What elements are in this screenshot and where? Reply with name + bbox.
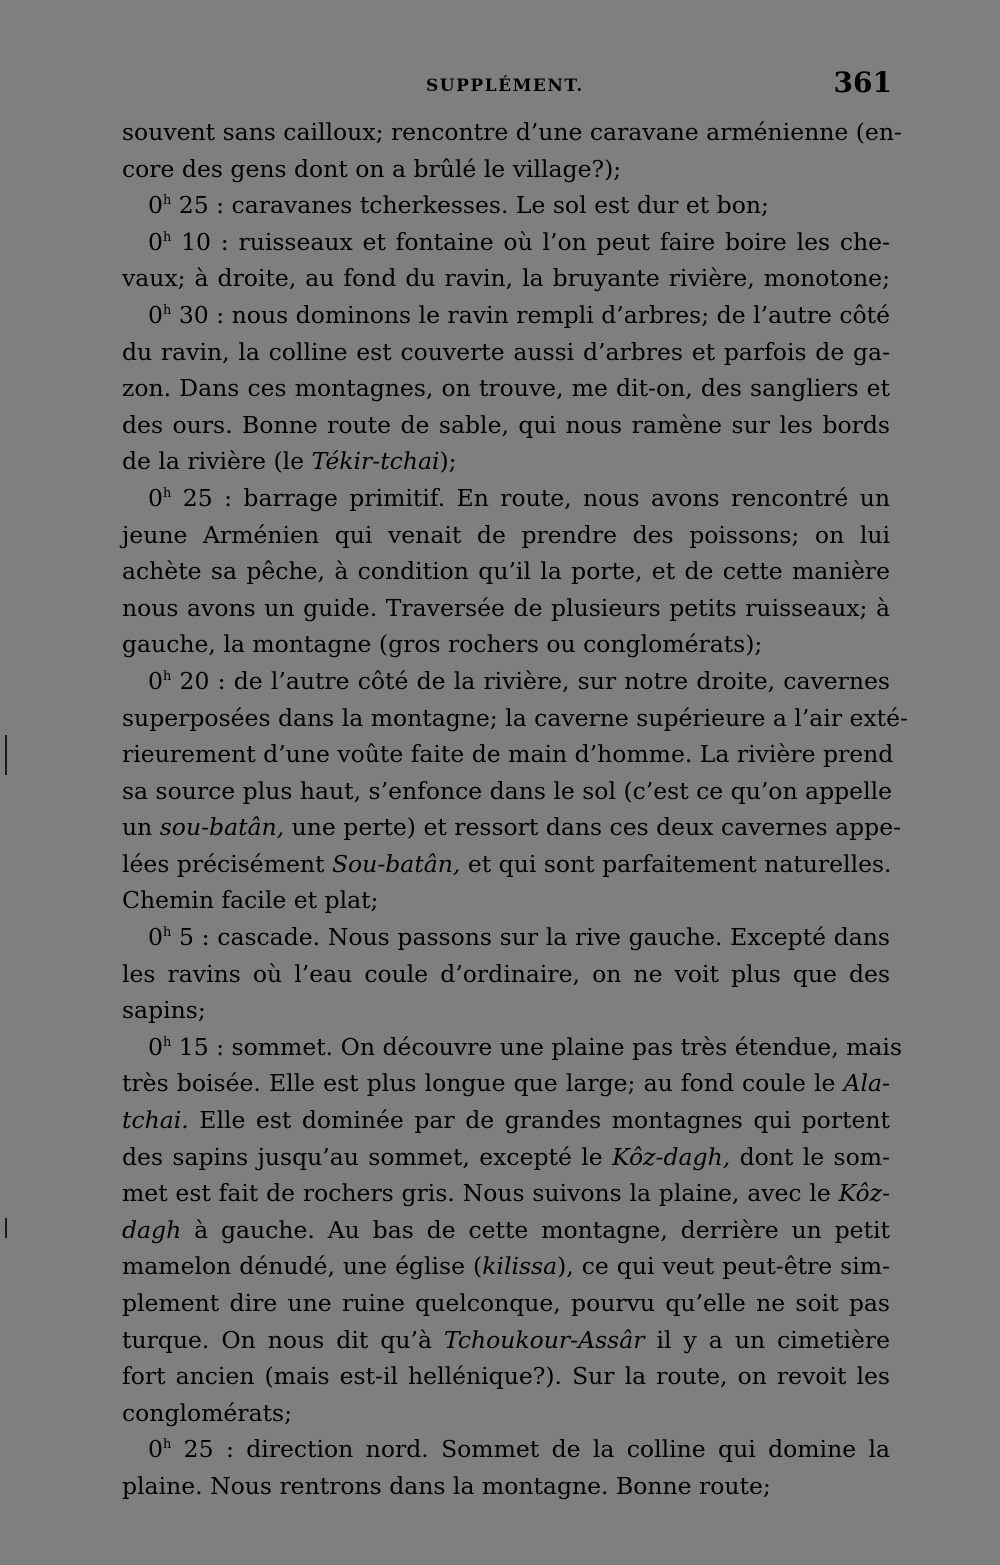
text-line: de la rivière (le Tékir-tchai); [122,447,457,476]
text-line: plaine. Nous rentrons dans la montagne. Bonne route; [122,1471,771,1500]
place-name: Kôz-dagh, [612,1142,731,1171]
text-line: Chemin facile et plat; [122,886,379,915]
place-name: kilissa [482,1252,558,1281]
text-line: nous avons un guide. Traversée de plusieurs petits ruisseaux; à [122,593,890,622]
text-line: conglomérats; [122,1398,293,1427]
text-line: lées précisément Sou-batân, et qui sont parfaitement naturelles. [122,849,892,878]
place-name: tchai. [122,1106,189,1135]
itinerary-entry: 0$^h$ 25 : barrage primitif. En route, nous avons rencontré un [148,483,890,512]
place-name: Sou-batân, [331,849,461,878]
text-line: achète sa pêche, à condition qu’il la porte, et de cette manière [122,557,890,586]
itinerary-entry: 0$^h$ 15 : sommet. On découvre une plaine pas très étendue, mais [148,1032,903,1061]
scan-margin-mark [5,1218,7,1238]
text-line: turque. On nous dit qu’à Tchoukour-Assâr il y a un cimetière [122,1325,890,1354]
text-line: des sapins jusqu’au sommet, excepté le Kôz-dagh, dont le som- [122,1142,890,1171]
text-line: tchai. Elle est dominée par de grandes montagnes qui portent [122,1106,890,1135]
place-name: sou-batân, [159,813,285,842]
body-text [122,114,908,1505]
scan-margin-mark [5,735,7,775]
text-line: des ours. Bonne route de sable, qui nous ramène sur les bords [122,410,890,439]
text-line: gauche, la montagne (gros rochers ou conglomérats); [122,630,763,659]
page-header [120,66,890,106]
text-line: fort ancien (mais est-il hellénique?). Sur la route, on revoit les [122,1362,890,1391]
text-line: plement dire une ruine quelconque, pourvu qu’elle ne soit pas [122,1289,890,1317]
itinerary-entry: 0$^h$ 25 : caravanes tcherkesses. Le sol est dur et bon; [148,191,769,220]
text-line: jeune Arménien qui venait de prendre des poissons; on lui [122,520,890,549]
text-line: superposées dans la montagne; la caverne supérieure a l’air exté- [122,703,908,732]
place-name: dagh [122,1215,182,1244]
text-line: zon. Dans ces montagnes, on trouve, me dit-on, des sangliers et [122,374,890,403]
text-line: souvent sans cailloux; rencontre d’une caravane arménienne (en- [122,118,902,146]
itinerary-entry: 0$^h$ 20 : de l’autre côté de la rivière, sur notre droite, cavernes [148,666,890,695]
itinerary-entry: 0$^h$ 25 : direction nord. Sommet de la colline qui domine la [148,1435,890,1464]
text-line: rieurement d’une voûte faite de main d’homme. La rivière prend [122,740,894,769]
text-line: les ravins où l’eau coule d’ordinaire, on ne voit plus que des [122,959,890,988]
text-line: sapins; [122,996,206,1025]
text-line: mamelon dénudé, une église (kilissa), ce qui veut peut-être sim- [122,1252,890,1281]
text-line: core des gens dont on a brûlé le village?); [122,154,622,183]
itinerary-entry: 0$^h$ 5 : cascade. Nous passons sur la rive gauche. Excepté dans [148,923,890,952]
running-head: SUPPLÉMENT. [426,76,584,96]
page-number: 361 [833,66,892,99]
itinerary-entry: 0$^h$ 30 : nous dominons le ravin rempli d’arbres; de l’autre côté [148,300,890,329]
text-line: très boisée. Elle est plus longue que large; au fond coule le Ala- [122,1069,890,1098]
text-line: sa source plus haut, s’enfonce dans le sol (c’est ce qu’on appelle [122,776,893,805]
place-name: Kôz- [838,1179,890,1208]
text-line: met est fait de rochers gris. Nous suivons la plaine, avec le Kôz- [122,1179,890,1208]
place-name: Tékir-tchai [311,447,440,476]
itinerary-entry: 0$^h$ 10 : ruisseaux et fontaine où l’on peut faire boire les che- [148,227,890,256]
text-line: dagh à gauche. Au bas de cette montagne, derrière un petit [122,1215,890,1244]
text-line: un sou-batân, une perte) et ressort dans ces deux cavernes appe- [122,813,902,842]
place-name: Ala- [843,1069,890,1098]
place-name: Tchoukour-Assâr [443,1325,645,1354]
text-line: du ravin, la colline est couverte aussi d’arbres et parfois de ga- [122,337,890,366]
text-line: vaux; à droite, au fond du ravin, la bruyante rivière, monotone; [122,264,890,293]
